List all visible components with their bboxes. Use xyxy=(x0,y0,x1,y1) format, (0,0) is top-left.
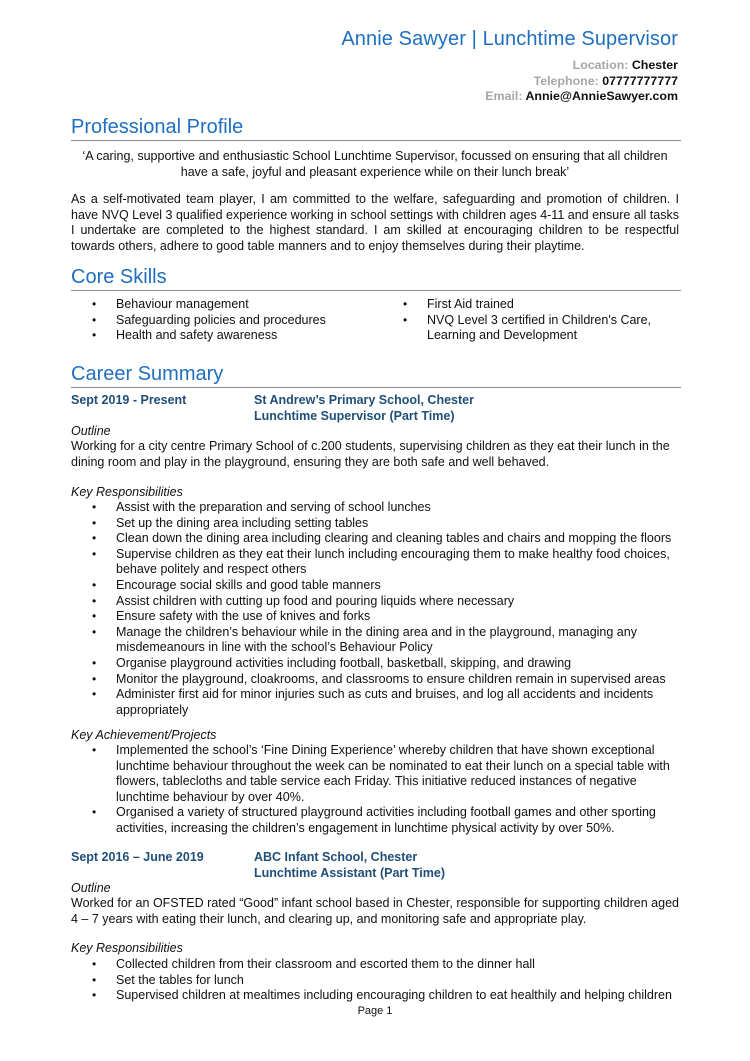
responsibilities-list xyxy=(71,500,686,718)
location-line xyxy=(485,58,678,74)
location-value: Chester xyxy=(631,58,678,72)
email-label: Email: xyxy=(485,89,523,104)
job-employer: ABC Infant School, Chester xyxy=(254,850,418,864)
contact-block xyxy=(485,58,678,105)
outline-label: Outline xyxy=(71,881,111,895)
list-item: • Supervised children at mealtimes including encouraging children to eat healthily and helping children xyxy=(71,988,686,1004)
profile-quote: ‘A caring, supportive and enthusiastic School Lunchtime Supervisor, focussed on ensuring that all children have a safe, joyful and pleasant experience while on their lunch break’ xyxy=(82,149,668,179)
achievements-list xyxy=(71,743,686,837)
skill-item: • Health and safety awareness xyxy=(71,328,371,344)
list-item: • Organised a variety of structured playground activities including football games and other sporting activities, increasing the children’s engagement in lunchtime physical activity by over 50%. xyxy=(71,805,686,836)
job-role: Lunchtime Supervisor (Part Time) xyxy=(254,408,455,423)
responsibilities-label: Key Responsibilities xyxy=(71,485,183,499)
list-item: • Assist with the preparation and serving of school lunches xyxy=(71,500,686,516)
list-item: • Assist children with cutting up food and pouring liquids where necessary xyxy=(71,594,686,610)
list-item: • Set up the dining area including setting tables xyxy=(71,516,686,532)
job-role: Lunchtime Assistant (Part Time) xyxy=(254,865,446,880)
job-outline: Working for a city centre Primary School of c.200 students, supervising children as they eat their lunch in the dining room and play in the playground, ensuring they are both safe and well behaved. xyxy=(71,439,670,469)
job-employer: St Andrew’s Primary School, Chester xyxy=(254,393,474,407)
responsibilities-list xyxy=(71,957,686,1004)
outline-label: Outline xyxy=(71,424,111,438)
skills-list-left xyxy=(71,297,371,344)
list-item: • Administer first aid for minor injuries such as cuts and bruises, and log all accidents and incidents appropriately xyxy=(71,687,686,718)
email-line xyxy=(485,89,678,105)
list-item: • Monitor the playground, cloakrooms, and classrooms to ensure children remain in supervised areas xyxy=(71,672,686,688)
list-item: • Ensure safety with the use of knives and forks xyxy=(71,609,686,625)
telephone-label: Telephone: xyxy=(533,73,599,88)
profile-body: As a self-motivated team player, I am committed to the welfare, safeguarding and promotion of children. I have NVQ Level 3 qualified experience working in school settings with children ages 4-11 and ensure all tasks I undertake are completed to the highest standard. I am skilled at encouraging children to be respectful towards others, adhere to good table manners and to enjoy themselves during their playtime. xyxy=(71,192,679,253)
list-item: • Clean down the dining area including clearing and cleaning tables and chairs and mopping the floors xyxy=(71,531,686,547)
list-item: • Manage the children’s behaviour while in the dining area and in the playground, managing any misdemeanours in line with the school’s Behaviour Policy xyxy=(71,625,686,656)
skill-item: • NVQ Level 3 certified in Children's Care, Learning and Development xyxy=(382,313,682,344)
skill-item: • Safeguarding policies and procedures xyxy=(71,313,371,329)
profile-heading: Professional Profile xyxy=(71,115,681,141)
email-value: Annie@AnnieSawyer.com xyxy=(525,89,678,104)
telephone-line xyxy=(485,74,678,90)
list-item: • Implemented the school’s ‘Fine Dining Experience’ whereby children that have shown exceptional lunchtime behaviour throughout the week can be nominated to eat their lunch on a special table with flowers, tablecloths and table service each Friday. This initiative reduced instances of negative lunchtime behaviour by over 40%. xyxy=(71,743,686,805)
list-item: • Organise playground activities including football, basketball, skipping, and drawing xyxy=(71,656,686,672)
location-label: Location: xyxy=(572,58,629,72)
job-outline: Worked for an OFSTED rated “Good” infant school based in Chester, responsible for supporting children aged 4 – 7 years with eating their lunch, and clearing up, and monitoring safe and appropriate play. xyxy=(71,896,679,926)
responsibilities-label: Key Responsibilities xyxy=(71,941,183,955)
list-item: • Set the tables for lunch xyxy=(71,973,686,989)
list-item: • Supervise children as they eat their lunch including encouraging them to make healthy food choices, behave politely and respect others xyxy=(71,547,686,578)
skills-heading: Core Skills xyxy=(71,265,681,291)
job-heading xyxy=(254,850,445,881)
skill-item: • Behaviour management xyxy=(71,297,371,313)
skill-item: • First Aid trained xyxy=(382,297,682,313)
name-title: Annie Sawyer | Lunchtime Supervisor xyxy=(341,28,678,50)
career-heading: Career Summary xyxy=(71,362,681,388)
page-number: Page 1 xyxy=(357,1005,393,1017)
list-item: • Collected children from their classroom and escorted them to the dinner hall xyxy=(71,957,686,973)
telephone-value: 07777777777 xyxy=(602,73,678,88)
job-dates: Sept 2016 – June 2019 xyxy=(71,850,204,864)
list-item: • Encourage social skills and good table manners xyxy=(71,578,686,594)
skills-list-right xyxy=(382,297,682,344)
achievements-label: Key Achievement/Projects xyxy=(71,728,217,742)
job-dates: Sept 2019 - Present xyxy=(71,393,187,407)
job-heading xyxy=(254,393,474,424)
